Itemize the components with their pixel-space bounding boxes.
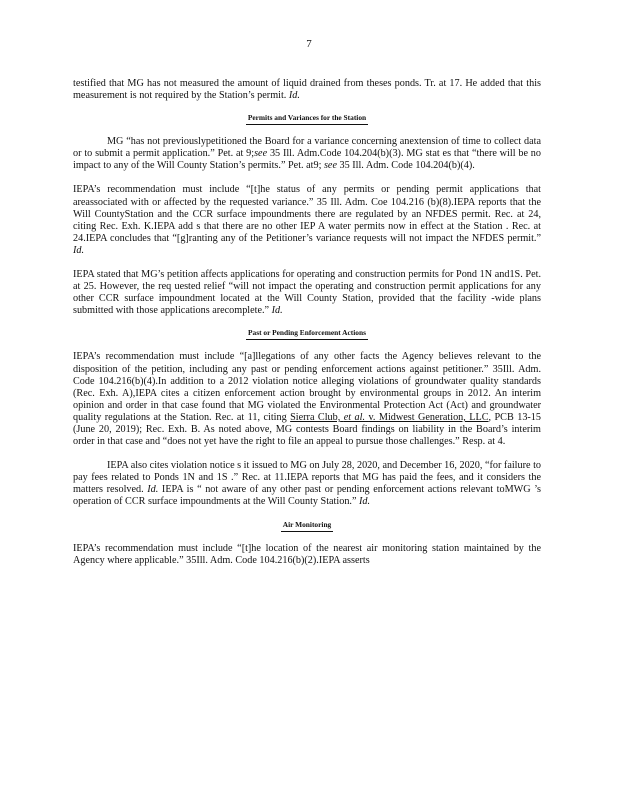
heading-permits: Permits and Variances for the Station xyxy=(73,113,541,125)
citation-id: Id. xyxy=(271,305,283,317)
case-name: Sierra Club, et al. v. Midwest Generation, LLC xyxy=(290,411,489,423)
paragraph-permits: MG “has not previouslypetitioned the Board for a variance concerning anextension of time to collect data or to submit a permit application.” Pet. at 9;see 35 Ill. Adm.Code 104.204(b)(3). MG stat es that “there will be no impact to any of the Will County Station’s permits.” Pet. at9; see 35 Ill. Adm. Code 104.204(b)(4). xyxy=(73,136,541,172)
heading-enforcement: Past or Pending Enforcement Actions xyxy=(73,328,541,340)
paragraph-testified: testified that MG has not measured the amount of liquid drained from theses ponds. Tr. at 17. He added that this measurement is not required by the Station’s permit. Id. xyxy=(73,78,541,102)
heading-air-monitoring: Air Monitoring xyxy=(73,520,541,532)
citation-id: Id. xyxy=(288,90,300,102)
paragraph-iepa-recommendation: IEPA’s recommendation must include “[t]he status of any permits or pending permit applications that areassociated with or affected by the requested variance.” 35 Ill. Adm. Coe 104.216 (b)(8).IEPA reports that the Will CountyStation and the CCR surface impoundments there are regulated by an NFDES permit. Rec. at 24, citing Rec. Exh. K.IEPA add s that there are no other IEP A water permits now in effect at the Station . Rec. at 24.IEPA concludes that “[g]ranting any of the Petitioner’s variance requests will not impact the NFDES permit.” Id. xyxy=(73,184,541,256)
paragraph-enforcement: IEPA’s recommendation must include “[a]llegations of any other facts the Agency believes relevant to the disposition of the petition, including any past or pending enforcement actions against petitioner.” 35Ill. Adm. Code 104.216(b)(4).In addition to a 2012 violation notice alleging violations of groundwater quality standards (Rec. Exh. A),IEPA cites a citizen enforcement action brought by environmental groups in 2012. An interim opinion and order in that case found that MG violated the Environmental Protection Act (Act) and groundwater quality regulations at the Station. Rec. at 11, citing Sierra Club, et al. v. Midwest Generation, LLC, PCB 13-15 (June 20, 2019); Rec. Exh. B. As noted above, MG contests Board findings on liability in the Board’s interim order in that case and “does not yet have the right to file an appeal to pursue those challenges.” Resp. at 4. xyxy=(73,351,541,448)
document-body xyxy=(73,78,541,567)
page-number: 7 xyxy=(306,38,312,50)
paragraph-iepa-stated: IEPA stated that MG’s petition affects applications for operating and construction permits for Pond 1N and1S. Pet. at 25. However, the req uested relief “will not impact the operating and construction permit applications for any other CCR surface impoundment located at the Will County Station, provided that the facility -wide plans submitted with those applications arecomplete.” Id. xyxy=(73,269,541,317)
citation-id: Id. xyxy=(73,244,85,256)
paragraph-fees: IEPA also cites violation notice s it issued to MG on July 28, 2020, and December 16, 2020, “for failure to pay fees related to Ponds 1N and 1S .” Rec. at 11.IEPA reports that MG has paid the fees, and it considers the matters resolved. Id. IEPA is “ not aware of any other past or pending enforcement actions relevant toMWG ’s operation of CCR surface impoundments at the Will County Station.” Id. xyxy=(73,460,542,508)
paragraph-air-monitoring: IEPA’s recommendation must include “[t]he location of the nearest air monitoring station maintained by the Agency where applicable.” 35Ill. Adm. Code 104.216(b)(2).IEPA asserts xyxy=(73,542,541,566)
